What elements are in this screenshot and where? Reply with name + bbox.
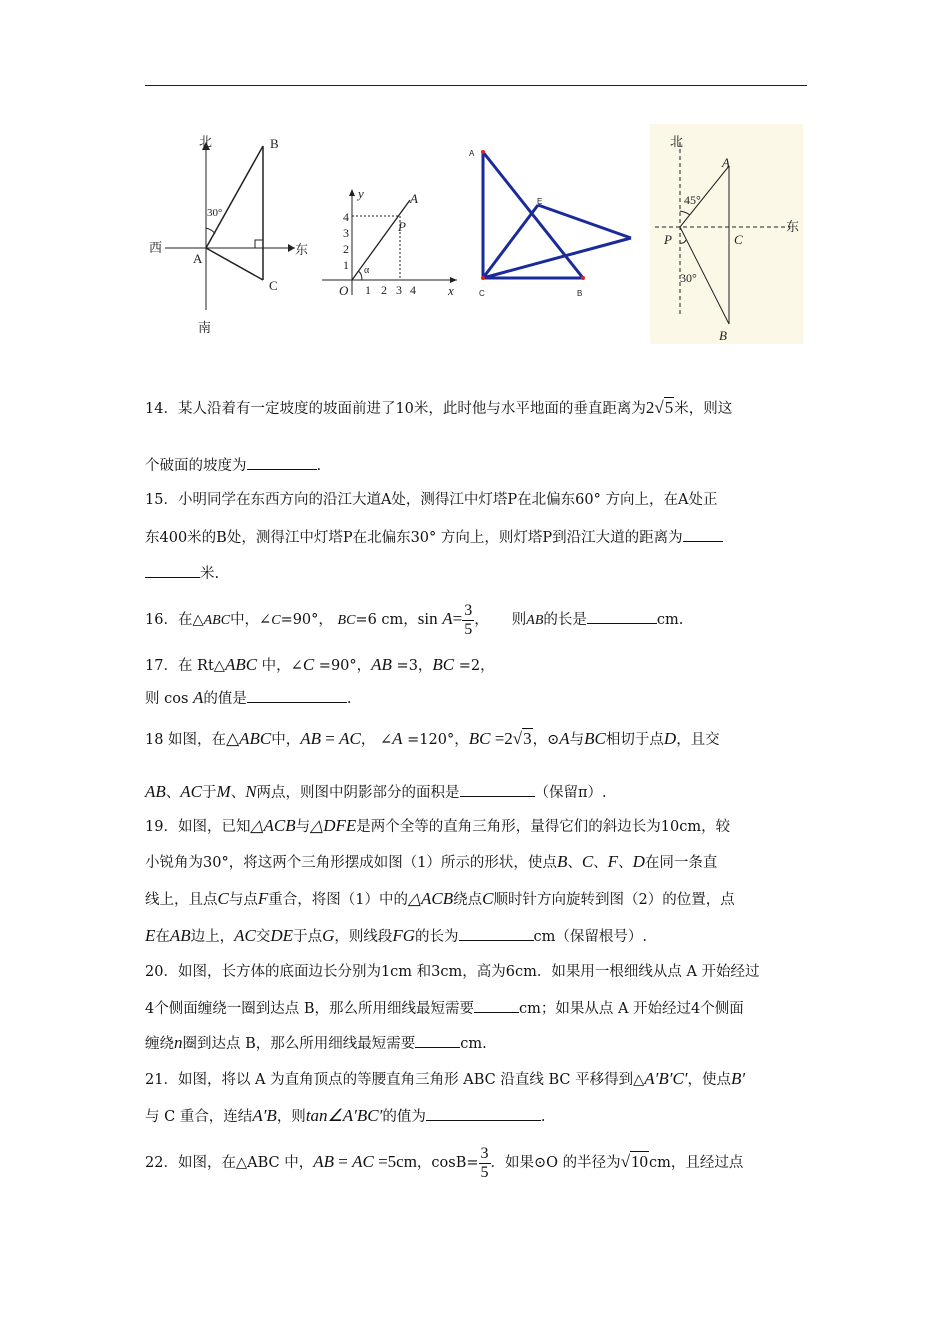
q21-answer-blank[interactable] — [426, 1106, 541, 1121]
q14-answer-blank[interactable] — [247, 455, 317, 470]
q21-line2: 与 C 重合，连结A′B，则tan∠A′BC′的值为 . — [145, 1106, 546, 1125]
q14-line2: 个破面的坡度为 . — [145, 455, 810, 476]
figure-compass-triangle — [145, 130, 315, 340]
q14-radicand: 5 — [664, 398, 674, 417]
x-tick-1: 1 — [365, 283, 371, 297]
angle-30-label: 30° — [680, 271, 697, 285]
origin-label: O — [339, 283, 349, 298]
figure-bearing — [650, 124, 803, 344]
q22-line: 22．如图，在△ABC 中，AB = AC =5cm，cosB= $\frac{3}{5}$ ．如果⊙O 的半径为√10cm，且经过点 — [145, 1144, 744, 1181]
y-tick-3: 3 — [343, 226, 349, 240]
y-tick-4: 4 — [343, 210, 349, 224]
q20-line3: 缠绕n圈到达点 B，那么所用细线最短需要 cm. — [145, 1033, 487, 1052]
x-tick-2: 2 — [381, 283, 387, 297]
q19-line3: 线上，且点C与点F重合，将图（1）中的△ACB绕点C顺时针方向旋转到图（2）的位置，点 — [145, 889, 735, 908]
point-b-label: B — [719, 328, 727, 343]
point-p-label: P — [664, 232, 672, 247]
point-a-label: A — [722, 155, 730, 170]
q22-fraction: $\frac{3}{5}$ — [480, 1144, 489, 1181]
north-label: 北 — [199, 135, 213, 150]
east-label: 东 — [786, 220, 800, 235]
x-tick-4: 4 — [410, 283, 416, 297]
point-b-label: B — [577, 289, 583, 298]
q16-fraction: $\frac{3}{5}$ — [464, 601, 473, 638]
q17-line2: 则 cos A的值是 . — [145, 688, 352, 707]
q22-radicand: 10 — [631, 1152, 649, 1171]
q16-line: 16．在△ABC中，∠C=90°， BC=6 cm，sin A= $\frac{3}{5}$ ， 则AB的长是 cm. — [145, 601, 684, 638]
q19-line1: 19．如图，已知△ACB与△DFE是两个全等的直角三角形，量得它们的斜边长为10cm，较 — [145, 816, 731, 835]
q20-answer-blank-a[interactable] — [474, 998, 519, 1013]
q18-radicand: 3 — [523, 729, 532, 748]
point-e-label: E — [537, 197, 543, 206]
q14-line1: 14．某人沿着有一定坡度的坡面前进了10米，此时他与水平地面的垂直距离为2√5米，则这 — [145, 398, 733, 417]
figure-rotated-triangles — [463, 140, 643, 305]
west-label: 西 — [149, 241, 163, 256]
point-c-label: C — [734, 232, 743, 247]
point-c-label: C — [269, 278, 278, 293]
x-axis-label: x — [448, 283, 454, 298]
y-tick-2: 2 — [343, 242, 349, 256]
q15-answer-blank-a[interactable] — [683, 527, 723, 542]
q17-answer-blank[interactable] — [247, 688, 347, 703]
q18-line1: 18 如图，在△ABC中，AB = AC， ∠A =120°，BC =2√3，⊙A与BC相切于点D，且交 — [145, 729, 720, 748]
q15-line1: 15．小明同学在东西方向的沿江大道A处，测得江中灯塔P在北偏东60° 方向上，在A处正 — [145, 492, 718, 508]
top-rule — [145, 85, 807, 86]
q21-line1: 21．如图，将以 A 为直角顶点的等腰直角三角形 ABC 沿直线 BC 平移得到△A′B′C′，使点B′ — [145, 1069, 746, 1088]
figure-coordinate-graph — [312, 185, 462, 300]
angle-45-label: 45° — [684, 193, 701, 207]
south-label: 南 — [198, 321, 212, 336]
q15-answer-blank-b[interactable] — [145, 563, 200, 578]
angle-label: 30° — [207, 207, 223, 219]
q19-line4: E在AB边上，AC交DE于点G，则线段FG的长为 cm（保留根号）. — [145, 926, 648, 945]
q17-line1: 17．在 Rt△ABC 中，∠C =90°，AB =3，BC =2， — [145, 655, 495, 674]
q16-answer-blank[interactable] — [587, 609, 657, 624]
q18-line2: AB、AC于M、N两点，则图中阴影部分的面积是 （保留π）. — [145, 782, 607, 801]
alpha-label: α — [364, 265, 370, 276]
q15-line3: 米. — [145, 563, 810, 584]
x-tick-3: 3 — [396, 283, 402, 297]
q20-line2: 4个侧面缠绕一圈到达点 B，那么所用细线最短需要 cm；如果从点 A 开始经过4个侧面 — [145, 998, 810, 1019]
y-axis-label: y — [358, 186, 364, 201]
point-a-label: A — [193, 251, 203, 266]
north-label: 北 — [670, 135, 684, 150]
q20-line1: 20．如图，长方体的底面边长分别为1cm 和3cm，高为6cm．如果用一根细线从点 A 开始经过 — [145, 964, 760, 980]
q19-line2: 小锐角为30°，将这两个三角形摆成如图（1）所示的形状，使点B、C、F、D在同一条直 — [145, 852, 718, 871]
q20-answer-blank-b[interactable] — [415, 1033, 460, 1048]
point-p-label: P — [398, 219, 406, 234]
q18-answer-blank[interactable] — [460, 782, 535, 797]
y-tick-1: 1 — [343, 258, 349, 272]
point-b-label: B — [270, 136, 279, 151]
q19-answer-blank[interactable] — [459, 926, 534, 941]
point-c-label: C — [479, 289, 485, 298]
east-label: 东 — [295, 243, 309, 258]
point-a-label: A — [469, 149, 475, 158]
q15-line2: 东400米的B处，测得江中灯塔P在北偏东30° 方向上，则灯塔P到沿江大道的距离为 — [145, 527, 810, 548]
point-a-label: A — [410, 191, 418, 206]
